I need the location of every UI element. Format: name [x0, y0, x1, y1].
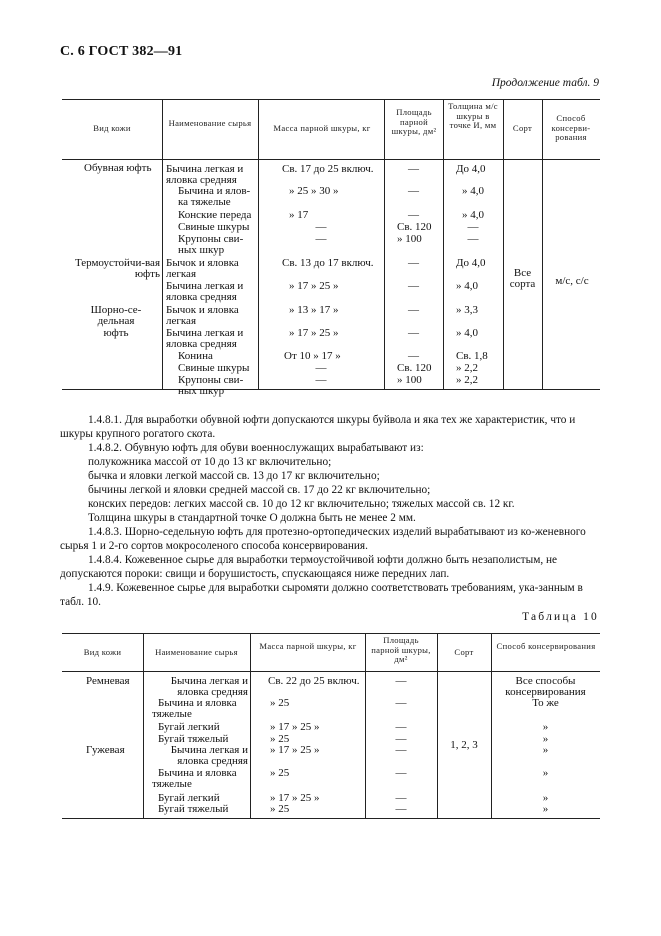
t10-row7-conserv: »	[542, 792, 549, 804]
t9-vid-shorno: Шорно-се-дельная юфть	[90, 304, 142, 339]
t9-row12-thick: » 2,2	[456, 374, 478, 386]
t9-row5-mass: —	[315, 233, 327, 245]
paragraph-list-4: конских передов: легких массой св. 10 до 12 кг включительно; тяжелых массой св. 12 кг.	[88, 498, 515, 510]
t10-row7-name: Бугай легкий	[158, 792, 220, 804]
t10-row2-area: —	[395, 697, 407, 709]
t10-row8-area: —	[395, 803, 407, 815]
t9-row9-area: —	[408, 327, 419, 339]
t9-row6-mass: Св. 13 до 17 включ.	[282, 257, 374, 269]
t9-row3-mass: » 17	[289, 209, 309, 221]
t10-row2-name: Бычина и яловка тяжелые	[152, 697, 237, 721]
paragraph-1-4-8-4: 1.4.8.4. Кожевенное сырье для выработки термоустойчивой юфти должно быть незаполистым, не допускаются пороки: свищи и борушистость, спускающаяся ниже передних лап.	[60, 554, 558, 580]
t10-row4-area: —	[395, 733, 407, 745]
t9-row5-area: » 100	[397, 233, 422, 245]
t9-row8-area: —	[408, 304, 419, 316]
t9-header-mass: Масса парной шкуры, кг	[273, 123, 371, 133]
t9-row1-mass: Св. 17 до 25 включ.	[282, 163, 374, 175]
t10-row3-name: Бугай легкий	[158, 721, 220, 733]
t9-row6-thick: До 4,0	[456, 257, 486, 269]
t10-header-mass: Масса парной шкуры, кг	[259, 641, 357, 651]
paragraph-1-4-8-2: 1.4.8.2. Обувную юфть для обуви военнослужащих вырабатывают из:	[88, 442, 424, 454]
paragraph-list-2: бычка и яловки легкой массой св. 13 до 17 кг включительно;	[88, 470, 380, 482]
t10-row4-name: Бугай тяжелый	[158, 733, 229, 745]
t9-header-thickness: Толщина м/с шкуры в точке И, мм	[448, 101, 498, 131]
t9-row7-thick: » 4,0	[456, 280, 478, 292]
t9-row3-thick: » 4,0	[462, 209, 484, 221]
t10-row2-mass: » 25	[270, 697, 290, 709]
t10-row1-conserv: Все способы консервирования	[505, 675, 586, 699]
t9-header-conserv: Способ консерви-рования	[551, 113, 591, 143]
t9-row6-name: Бычок и яловка легкая	[166, 257, 239, 281]
t10-row3-conserv: »	[542, 721, 549, 733]
page-header: С. 6 ГОСТ 382—91	[60, 44, 183, 59]
t10-row5-name: Бычина легкая и яловка средняя	[170, 744, 248, 768]
t9-row4-area: Св. 120	[397, 221, 432, 233]
t9-row9-thick: » 4,0	[456, 327, 478, 339]
t10-sort: 1, 2, 3	[450, 739, 478, 751]
t10-vid-remnevaya: Ремневая	[86, 675, 130, 687]
t9-row7-name: Бычина легкая и яловка средняя	[166, 280, 244, 304]
t9-row10-name: Конина	[178, 350, 213, 362]
t9-row4-thick: —	[467, 221, 479, 233]
t10-row2-conserv: То же	[532, 697, 559, 709]
t9-row3-area: —	[408, 209, 419, 221]
t10-row1-area: —	[395, 675, 407, 687]
t9-row3-name: Конские переда	[178, 209, 252, 221]
t10-header-name: Наименование сырья	[155, 647, 238, 657]
t9-row12-mass: —	[315, 374, 327, 386]
t10-row1-mass: Св. 22 до 25 включ.	[268, 675, 360, 687]
t9-row12-name: Крупоны сви-ных шкур	[178, 374, 244, 398]
t10-row5-area: —	[395, 744, 407, 756]
paragraph-1-4-8-1: 1.4.8.1. Для выработки обувной юфти допускаются шкуры буйвола и яка тех же характеристик, что и шкуры крупного рогатого скота.	[60, 414, 576, 440]
t9-header-name: Наименование сырья	[168, 118, 252, 128]
t9-row11-area: Св. 120	[397, 362, 432, 374]
t10-header-conserv: Способ консервирования	[496, 641, 596, 651]
t9-row5-thick: —	[467, 233, 479, 245]
t10-row8-name: Бугай тяжелый	[158, 803, 229, 815]
table-continuation-label: Продолжение табл. 9	[491, 77, 599, 89]
t9-row12-area: » 100	[397, 374, 422, 386]
t9-row9-name: Бычина легкая и яловка средняя	[166, 327, 244, 351]
t9-row10-mass: От 10 » 17 »	[284, 350, 341, 362]
t9-vid-termo: Термоустойчи-вая юфть	[74, 257, 160, 281]
t9-row2-mass: » 25 » 30 »	[289, 185, 339, 197]
table-10-label: Таблица 10	[522, 611, 599, 623]
t10-row5-conserv: »	[542, 744, 549, 756]
t9-row8-mass: » 13 » 17 »	[289, 304, 339, 316]
t9-header-sort: Сорт	[512, 123, 533, 133]
t10-row4-conserv: »	[542, 733, 549, 745]
t10-header-area: Площадь парной шкуры, дм²	[371, 635, 431, 665]
t9-row5-name: Крупоны сви-ных шкур	[178, 233, 244, 257]
t9-row8-thick: » 3,3	[456, 304, 478, 316]
t9-row11-thick: » 2,2	[456, 362, 478, 374]
paragraph-1-4-8-3: 1.4.8.3. Шорно-седельную юфть для протезно-ортопедических изделий вырабатывают из ко-женевного сырья 1 и 2-го сортов мокросоленого способа консервирования.	[60, 526, 586, 552]
t9-sort: Все сорта	[509, 267, 536, 291]
t9-row1-name: Бычина легкая и яловка средняя	[166, 163, 244, 187]
t9-row9-mass: » 17 » 25 »	[289, 327, 339, 339]
t9-header-area: Площадь парной шкуры, дм²	[391, 107, 437, 137]
t10-row4-mass: » 25	[270, 733, 290, 745]
t10-row3-area: —	[395, 721, 407, 733]
paragraph-1-4-9: 1.4.9. Кожевенное сырье для выработки сыромяти должно соответствовать требованиям, ука-занным в табл. 10.	[60, 582, 583, 608]
t9-row8-name: Бычок и яловка легкая	[166, 304, 239, 328]
t10-vid-guzhevaya: Гужевая	[86, 744, 125, 756]
t10-header-vid: Вид кожи	[83, 647, 122, 657]
t9-vid-obuvnaya: Обувная юфть	[84, 162, 152, 174]
t9-row1-area: —	[408, 163, 419, 175]
t9-row4-name: Свиные шкуры	[178, 221, 250, 233]
t9-row10-thick: Св. 1,8	[456, 350, 488, 362]
t9-row4-mass: —	[315, 221, 327, 233]
t10-row3-mass: » 17 » 25 »	[270, 721, 320, 733]
t10-header-sort: Сорт	[454, 647, 474, 657]
t9-row6-area: —	[408, 257, 419, 269]
t10-row6-name: Бычина и яловка тяжелые	[152, 767, 237, 791]
t9-row2-name: Бычина и ялов-ка тяжелые	[178, 185, 251, 209]
t10-row7-area: —	[395, 792, 407, 804]
t10-row6-area: —	[395, 767, 407, 779]
paragraph-thickness: Толщина шкуры в стандартной точке О должна быть не менее 2 мм.	[88, 512, 416, 524]
t9-row1-thick: До 4,0	[456, 163, 486, 175]
t10-row1-name: Бычина легкая и яловка средняя	[170, 675, 248, 699]
t9-row2-area: —	[408, 185, 419, 197]
t10-row6-conserv: »	[542, 767, 549, 779]
t9-header-vid: Вид кожи	[93, 123, 131, 133]
paragraph-list-3: бычины легкой и яловки средней массой св. 17 до 22 кг включительно;	[88, 484, 431, 496]
t10-row5-mass: » 17 » 25 »	[270, 744, 320, 756]
t9-row11-mass: —	[315, 362, 327, 374]
paragraph-list-1: полукожника массой от 10 до 13 кг включительно;	[88, 456, 332, 468]
t9-row7-mass: » 17 » 25 »	[289, 280, 339, 292]
t9-row7-area: —	[408, 280, 419, 292]
t10-row8-mass: » 25	[270, 803, 290, 815]
t9-row2-thick: » 4,0	[462, 185, 484, 197]
t10-row7-mass: » 17 » 25 »	[270, 792, 320, 804]
t9-row11-name: Свиные шкуры	[178, 362, 250, 374]
t10-row6-mass: » 25	[270, 767, 290, 779]
t9-conservation: м/с, с/с	[555, 275, 589, 287]
t10-row8-conserv: »	[542, 803, 549, 815]
t9-row10-area: —	[408, 350, 419, 362]
